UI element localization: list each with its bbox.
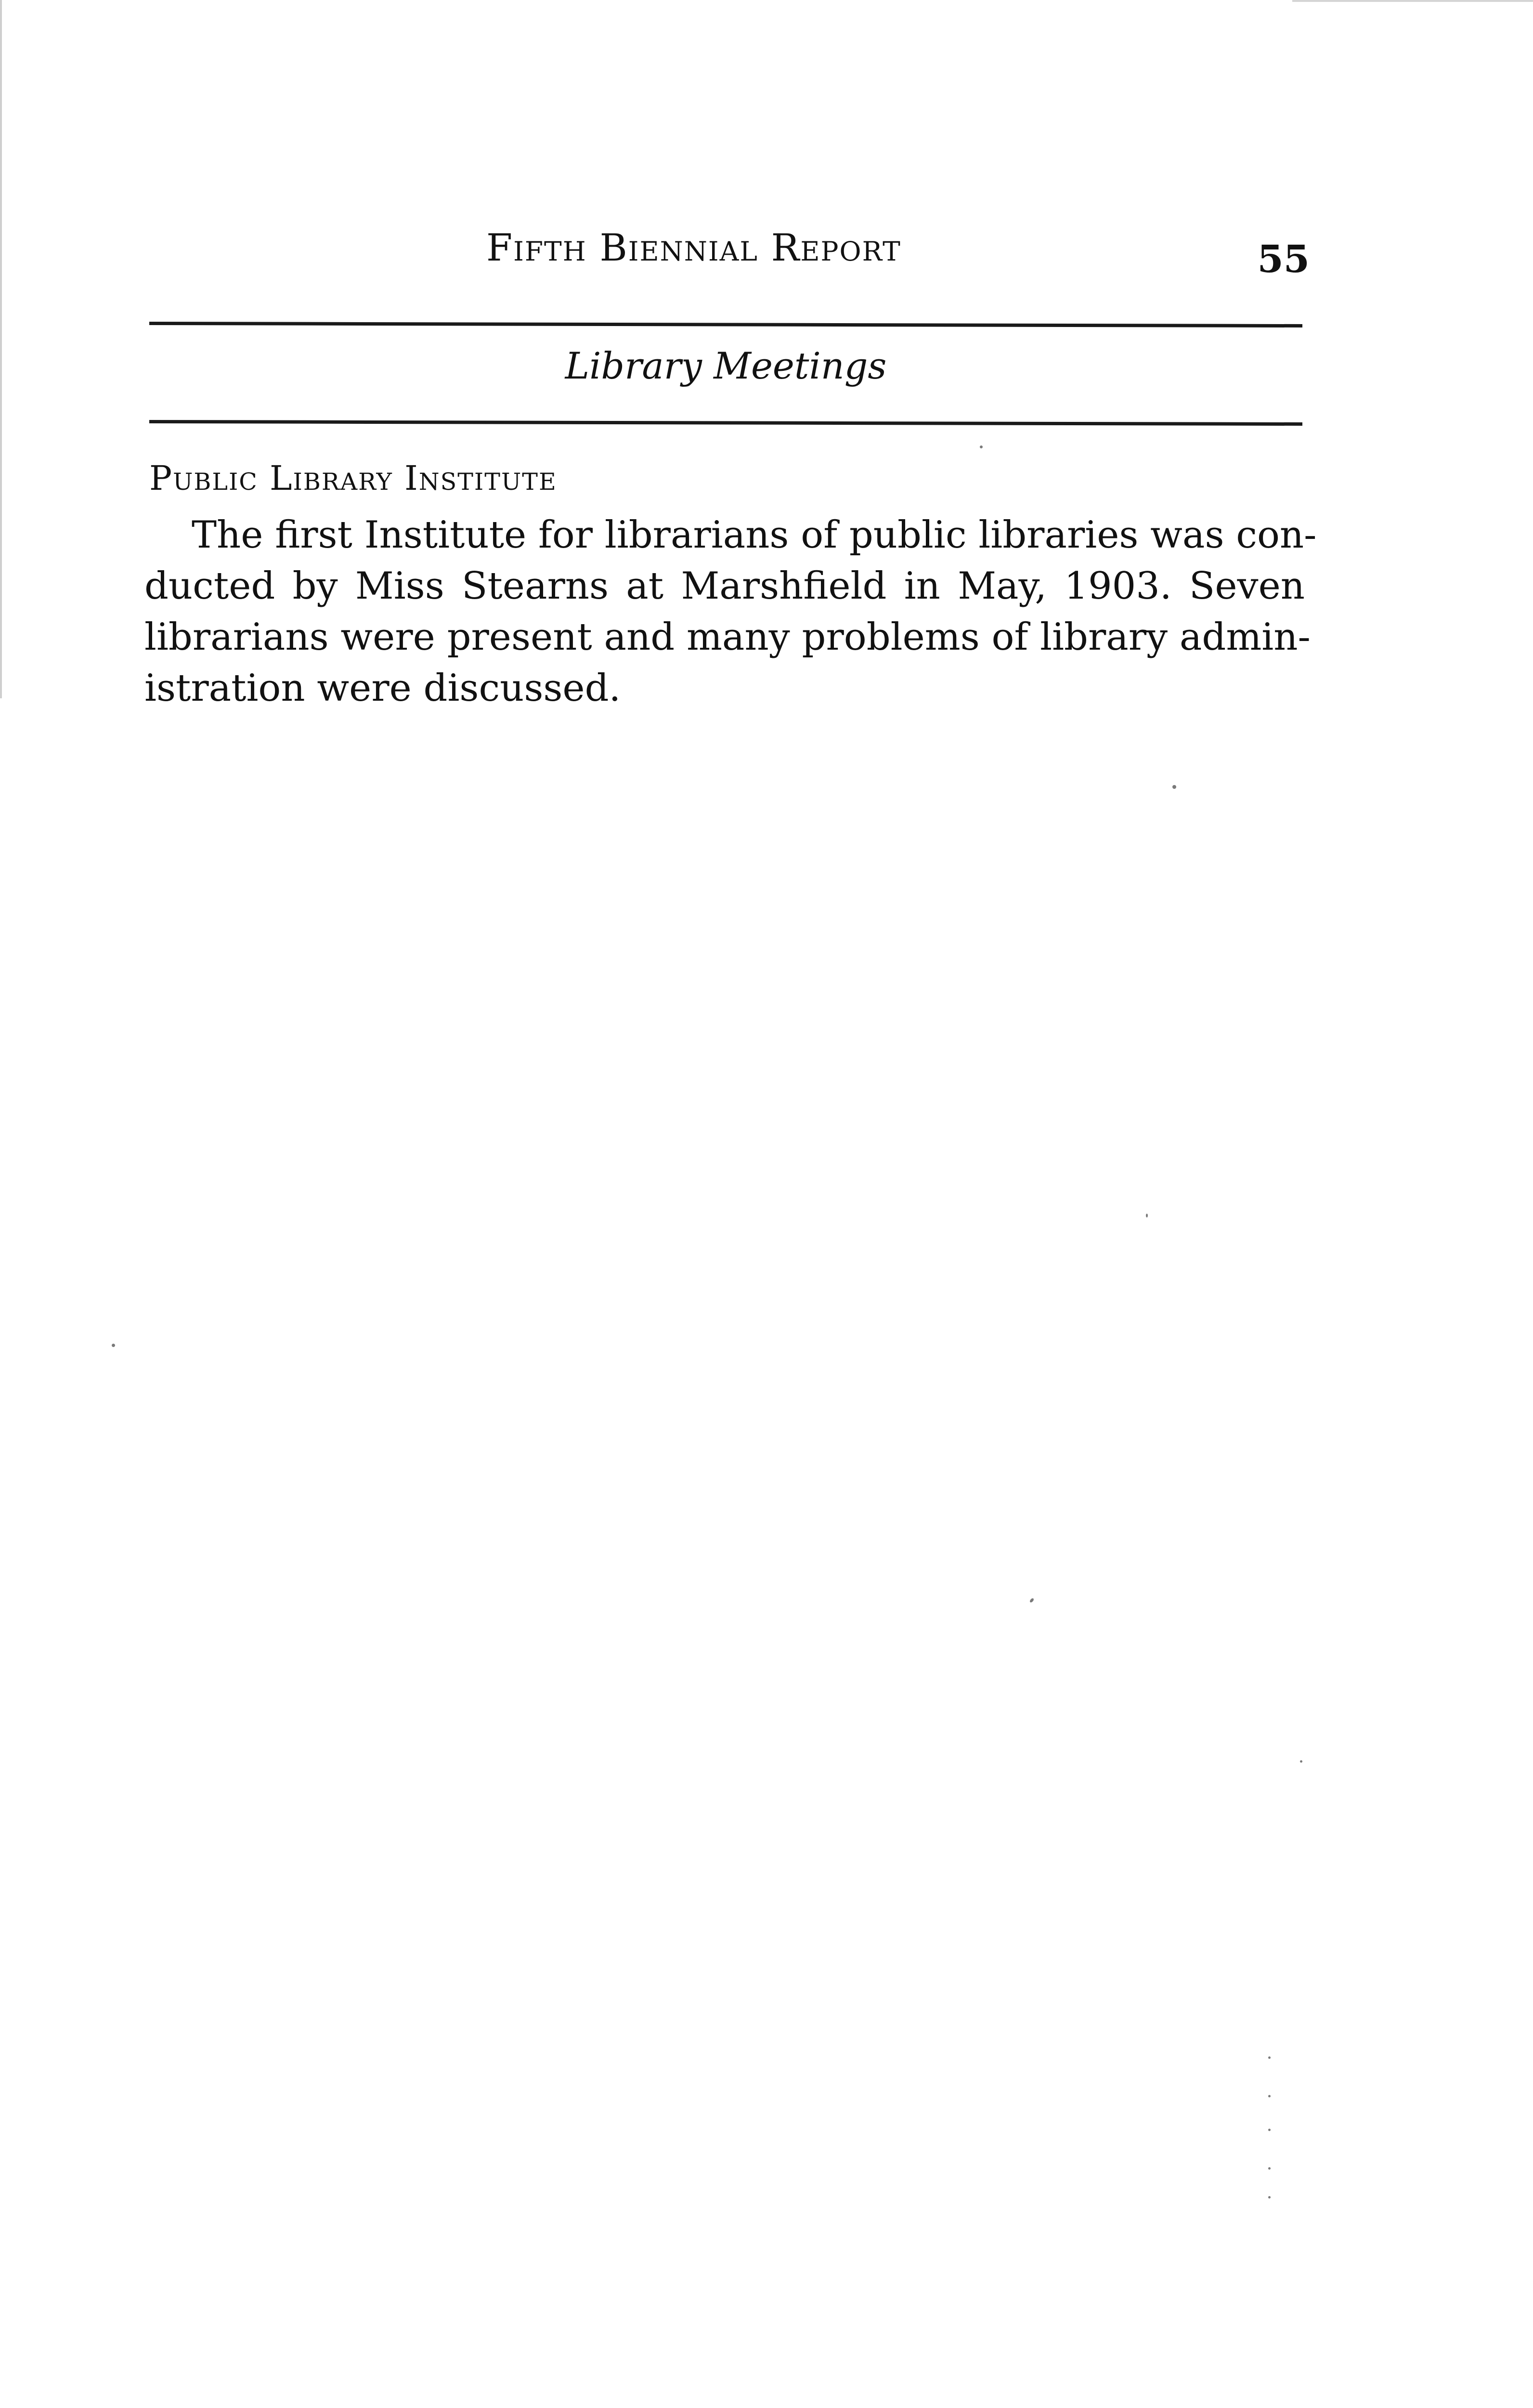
subhead: Public Library Institute xyxy=(149,458,557,498)
scan-speck xyxy=(1029,1597,1034,1603)
body-paragraph xyxy=(144,510,1317,714)
scan-edge-top xyxy=(1292,0,1533,2)
scan-speck xyxy=(112,1344,115,1347)
scan-speck xyxy=(980,445,983,448)
paragraph-line: The first Institute for librarians of public libraries was con- xyxy=(192,513,1317,557)
scan-speck xyxy=(1268,2167,1271,2170)
paragraph-line: istration were discussed. xyxy=(144,667,621,710)
scan-speck xyxy=(1268,2129,1271,2131)
scan-edge-left xyxy=(0,0,2,698)
scan-speck xyxy=(1146,1214,1148,1217)
running-head: Fifth Biennial Report xyxy=(486,226,901,270)
scan-speck xyxy=(1268,2095,1271,2097)
section-title: Library Meetings xyxy=(565,344,887,387)
scan-speck xyxy=(1300,1760,1302,1763)
scan-speck xyxy=(1268,2196,1271,2199)
scan-speck xyxy=(1268,2056,1271,2059)
paragraph-line: ducted by Miss Stearns at Marshfield in May, 1903. Seven xyxy=(144,564,1305,608)
header-rule-top xyxy=(149,322,1302,327)
page-number: 55 xyxy=(1257,237,1310,281)
header-rule-bottom xyxy=(149,420,1302,426)
scan-speck xyxy=(1172,785,1176,789)
paragraph-line: librarians were present and many problems of library admin- xyxy=(144,615,1311,659)
